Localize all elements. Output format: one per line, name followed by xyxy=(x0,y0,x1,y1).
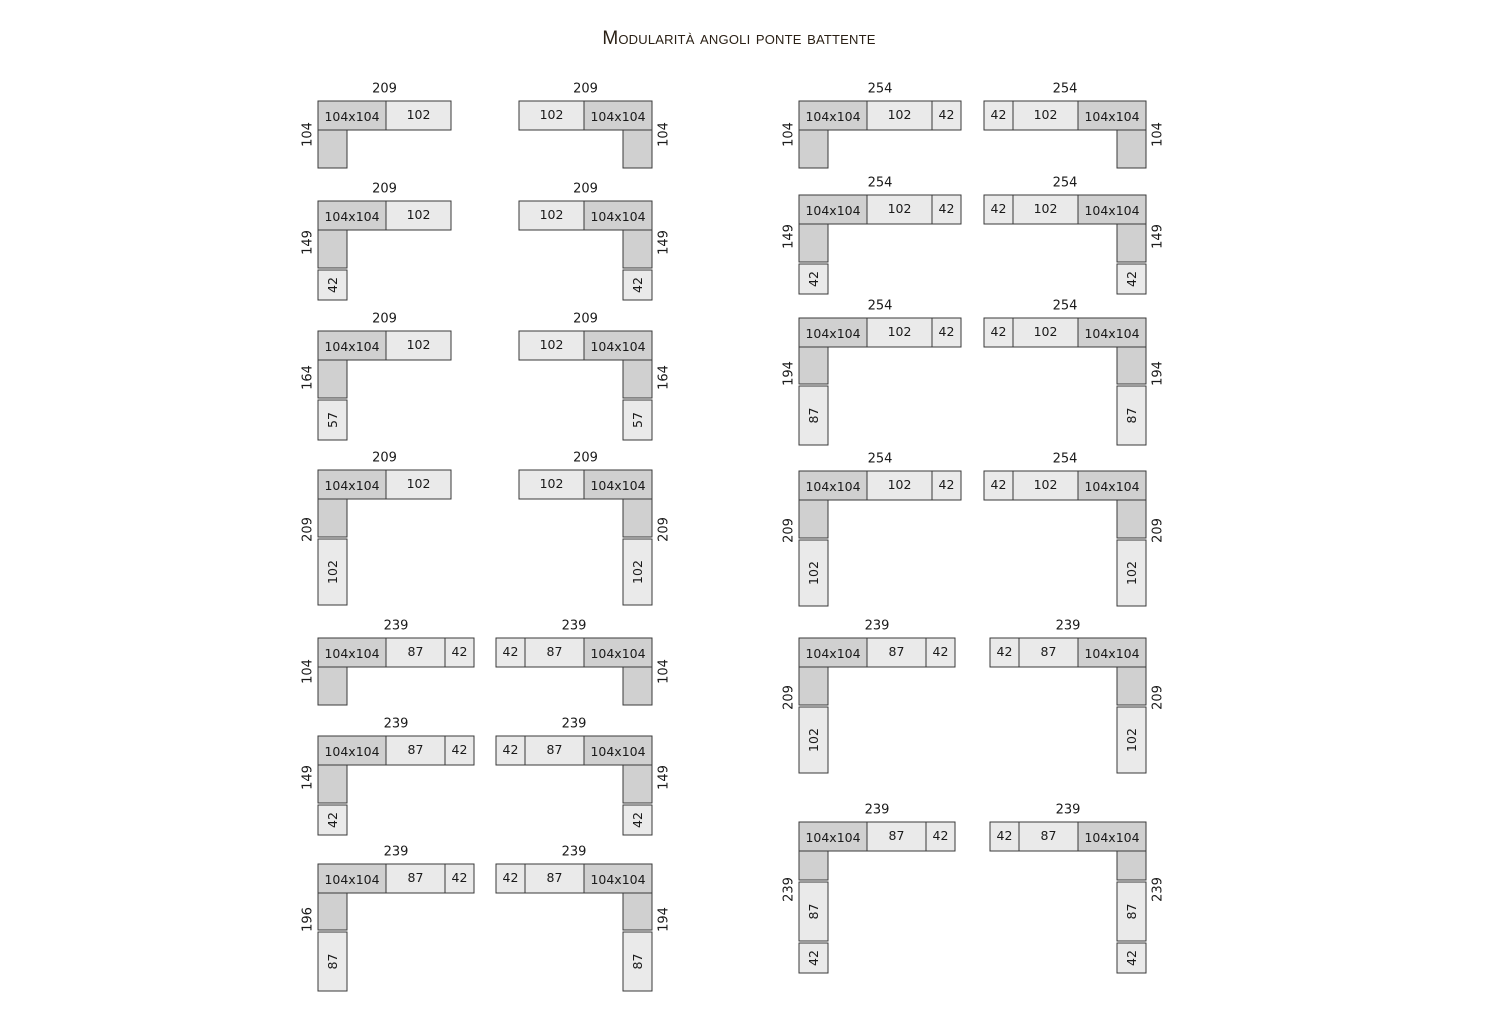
side-module-label: 87 xyxy=(806,903,821,920)
corner-module-label: 104x104 xyxy=(1084,830,1140,845)
configuration-R6 xyxy=(984,299,1166,446)
top-module-label: 42 xyxy=(938,201,955,216)
depth-dimension-label: 149 xyxy=(781,224,797,249)
corner-extension xyxy=(318,360,347,398)
corner-module-label: 104x104 xyxy=(324,339,380,354)
top-module-label: 102 xyxy=(406,207,431,222)
depth-dimension-label: 149 xyxy=(300,230,316,255)
depth-dimension-label: 209 xyxy=(781,518,797,543)
configuration-L3 xyxy=(301,182,452,301)
corner-extension xyxy=(1117,130,1146,168)
top-module-label: 102 xyxy=(539,476,564,491)
side-module-label: 42 xyxy=(630,812,645,828)
corner-module-label: 104x104 xyxy=(590,478,646,493)
top-module-label: 87 xyxy=(546,742,563,757)
width-dimension-label: 209 xyxy=(573,311,598,327)
depth-dimension-label: 149 xyxy=(656,765,672,790)
width-dimension-label: 254 xyxy=(1052,451,1078,467)
side-module-label: 42 xyxy=(325,812,340,828)
width-dimension-label: 209 xyxy=(372,81,397,97)
corner-extension xyxy=(1117,851,1146,880)
depth-dimension-label: 209 xyxy=(656,517,672,542)
side-module-label: 87 xyxy=(1124,903,1139,920)
top-module-label: 87 xyxy=(1040,644,1057,659)
configuration-L11 xyxy=(301,717,475,836)
width-dimension-label: 239 xyxy=(1055,618,1081,634)
top-module-label: 102 xyxy=(406,107,431,122)
width-dimension-label: 209 xyxy=(573,181,598,197)
depth-dimension-label: 149 xyxy=(300,765,316,790)
top-module-label: 87 xyxy=(888,828,905,843)
width-dimension-label: 209 xyxy=(573,81,598,97)
top-module-label: 42 xyxy=(932,644,949,659)
corner-extension xyxy=(318,499,347,537)
corner-extension xyxy=(1117,500,1146,538)
corner-module-label: 104x104 xyxy=(590,209,646,224)
width-dimension-label: 239 xyxy=(383,844,409,860)
configuration-L2 xyxy=(519,82,672,169)
top-module-label: 87 xyxy=(1040,828,1057,843)
top-module-label: 102 xyxy=(887,324,912,339)
configuration-L4 xyxy=(519,182,672,301)
depth-dimension-label: 209 xyxy=(781,685,797,710)
corner-module-label: 104x104 xyxy=(590,744,646,759)
configuration-R1 xyxy=(782,82,962,169)
corner-module-label: 104x104 xyxy=(324,646,380,661)
side-module-label: 57 xyxy=(325,412,340,428)
corner-extension xyxy=(623,499,652,537)
page-title: Modularità angoli ponte battente xyxy=(602,28,876,49)
depth-dimension-label: 194 xyxy=(1150,361,1166,386)
width-dimension-label: 239 xyxy=(1055,802,1081,818)
configuration-R8 xyxy=(984,452,1166,607)
side-module-label: 87 xyxy=(1124,407,1139,424)
depth-dimension-label: 209 xyxy=(1150,685,1166,710)
depth-dimension-label: 104 xyxy=(656,122,672,147)
corner-extension xyxy=(318,893,347,930)
corner-extension xyxy=(799,347,828,384)
corner-module-label: 104x104 xyxy=(805,646,861,661)
configuration-L8 xyxy=(519,451,672,606)
side-module-label: 87 xyxy=(630,953,645,970)
corner-module-label: 104x104 xyxy=(805,479,861,494)
depth-dimension-label: 104 xyxy=(656,659,672,684)
corner-module-label: 104x104 xyxy=(805,830,861,845)
corner-module-label: 104x104 xyxy=(805,203,861,218)
depth-dimension-label: 104 xyxy=(1150,122,1166,147)
top-module-label: 87 xyxy=(546,644,563,659)
corner-extension xyxy=(318,667,347,705)
top-module-label: 102 xyxy=(539,337,564,352)
width-dimension-label: 209 xyxy=(372,181,397,197)
configuration-L12 xyxy=(496,717,672,836)
depth-dimension-label: 194 xyxy=(781,361,797,386)
top-module-label: 102 xyxy=(539,207,564,222)
depth-dimension-label: 104 xyxy=(300,122,316,147)
corner-extension xyxy=(318,765,347,803)
corner-extension xyxy=(623,130,652,168)
top-module-label: 102 xyxy=(1033,107,1058,122)
corner-extension xyxy=(799,224,828,262)
configuration-R10 xyxy=(990,619,1166,774)
top-module-label: 102 xyxy=(1033,324,1058,339)
corner-module-label: 104x104 xyxy=(324,744,380,759)
width-dimension-label: 239 xyxy=(864,802,890,818)
side-module-label: 57 xyxy=(630,412,645,428)
corner-module-label: 104x104 xyxy=(805,326,861,341)
corner-extension xyxy=(799,500,828,538)
side-module-label: 87 xyxy=(806,407,821,424)
depth-dimension-label: 209 xyxy=(1150,518,1166,543)
top-module-label: 42 xyxy=(996,644,1013,659)
corner-module-label: 104x104 xyxy=(324,872,380,887)
top-module-label: 102 xyxy=(1033,201,1058,216)
top-module-label: 42 xyxy=(990,324,1007,339)
top-module-label: 87 xyxy=(407,742,424,757)
depth-dimension-label: 149 xyxy=(1150,224,1166,249)
corner-extension xyxy=(623,360,652,398)
corner-module-label: 104x104 xyxy=(1084,326,1140,341)
top-module-label: 42 xyxy=(990,107,1007,122)
corner-extension xyxy=(623,230,652,268)
corner-extension xyxy=(318,230,347,268)
top-module-label: 42 xyxy=(938,477,955,492)
top-module-label: 42 xyxy=(451,870,468,885)
depth-dimension-label: 164 xyxy=(656,365,672,390)
corner-module-label: 104x104 xyxy=(1084,479,1140,494)
top-module-label: 42 xyxy=(502,742,519,757)
top-module-label: 42 xyxy=(990,201,1007,216)
top-module-label: 102 xyxy=(406,476,431,491)
depth-dimension-label: 104 xyxy=(300,659,316,684)
configuration-L13 xyxy=(301,845,475,992)
corner-extension xyxy=(799,851,828,880)
side-module-label: 102 xyxy=(1124,728,1139,752)
width-dimension-label: 239 xyxy=(383,716,409,732)
depth-dimension-label: 239 xyxy=(781,877,797,902)
depth-dimension-label: 209 xyxy=(300,517,316,542)
corner-module-label: 104x104 xyxy=(590,109,646,124)
corner-extension xyxy=(623,765,652,803)
corner-extension xyxy=(799,130,828,168)
configuration-R2 xyxy=(984,82,1166,169)
depth-dimension-label: 149 xyxy=(656,230,672,255)
corner-extension xyxy=(318,130,347,168)
top-module-label: 102 xyxy=(1033,477,1058,492)
side-module-label: 87 xyxy=(325,953,340,970)
width-dimension-label: 209 xyxy=(372,450,397,466)
side-module-label: 42 xyxy=(630,277,645,293)
corner-module-label: 104x104 xyxy=(324,209,380,224)
width-dimension-label: 254 xyxy=(867,81,893,97)
top-module-label: 42 xyxy=(451,644,468,659)
configuration-R9 xyxy=(782,619,956,774)
width-dimension-label: 254 xyxy=(867,451,893,467)
configuration-R7 xyxy=(782,452,962,607)
corner-extension xyxy=(623,893,652,930)
width-dimension-label: 254 xyxy=(867,175,893,191)
configuration-L14 xyxy=(496,845,672,992)
side-module-label: 102 xyxy=(806,561,821,585)
side-module-label: 102 xyxy=(1124,561,1139,585)
top-module-label: 87 xyxy=(888,644,905,659)
width-dimension-label: 209 xyxy=(372,311,397,327)
corner-module-label: 104x104 xyxy=(324,109,380,124)
configuration-L7 xyxy=(301,451,452,606)
top-module-label: 87 xyxy=(407,870,424,885)
configuration-R11 xyxy=(782,803,956,974)
top-module-label: 102 xyxy=(887,201,912,216)
side-module-label: 102 xyxy=(325,560,340,584)
side-module-label: 102 xyxy=(630,560,645,584)
corner-module-label: 104x104 xyxy=(805,109,861,124)
top-module-label: 42 xyxy=(451,742,468,757)
configuration-L9 xyxy=(301,619,475,706)
side-module-label: 42 xyxy=(806,950,821,966)
top-module-label: 102 xyxy=(406,337,431,352)
corner-module-label: 104x104 xyxy=(590,339,646,354)
top-module-label: 42 xyxy=(502,644,519,659)
corner-extension xyxy=(623,667,652,705)
width-dimension-label: 239 xyxy=(864,618,890,634)
configuration-R5 xyxy=(782,299,962,446)
width-dimension-label: 239 xyxy=(561,844,587,860)
depth-dimension-label: 239 xyxy=(1150,877,1166,902)
configuration-L6 xyxy=(519,312,672,441)
side-module-label: 42 xyxy=(806,271,821,287)
depth-dimension-label: 196 xyxy=(300,907,316,932)
corner-module-label: 104x104 xyxy=(590,872,646,887)
width-dimension-label: 254 xyxy=(1052,298,1078,314)
top-module-label: 42 xyxy=(938,324,955,339)
side-module-label: 42 xyxy=(325,277,340,293)
corner-extension xyxy=(1117,667,1146,705)
configuration-L1 xyxy=(301,82,452,169)
width-dimension-label: 239 xyxy=(561,716,587,732)
corner-module-label: 104x104 xyxy=(324,478,380,493)
corner-extension xyxy=(1117,347,1146,384)
top-module-label: 87 xyxy=(546,870,563,885)
depth-dimension-label: 164 xyxy=(300,365,316,390)
top-module-label: 42 xyxy=(932,828,949,843)
configuration-L10 xyxy=(496,619,672,706)
side-module-label: 42 xyxy=(1124,950,1139,966)
configuration-L5 xyxy=(301,312,452,441)
corner-module-label: 104x104 xyxy=(1084,203,1140,218)
top-module-label: 102 xyxy=(539,107,564,122)
corner-module-label: 104x104 xyxy=(590,646,646,661)
top-module-label: 42 xyxy=(990,477,1007,492)
top-module-label: 87 xyxy=(407,644,424,659)
depth-dimension-label: 104 xyxy=(781,122,797,147)
width-dimension-label: 209 xyxy=(573,450,598,466)
configuration-R3 xyxy=(782,176,962,295)
configuration-R4 xyxy=(984,176,1166,295)
width-dimension-label: 254 xyxy=(867,298,893,314)
width-dimension-label: 239 xyxy=(383,618,409,634)
width-dimension-label: 254 xyxy=(1052,81,1078,97)
width-dimension-label: 254 xyxy=(1052,175,1078,191)
corner-extension xyxy=(1117,224,1146,262)
corner-extension xyxy=(799,667,828,705)
corner-module-label: 104x104 xyxy=(1084,646,1140,661)
top-module-label: 42 xyxy=(502,870,519,885)
top-module-label: 42 xyxy=(938,107,955,122)
width-dimension-label: 239 xyxy=(561,618,587,634)
side-module-label: 102 xyxy=(806,728,821,752)
top-module-label: 102 xyxy=(887,107,912,122)
corner-module-label: 104x104 xyxy=(1084,109,1140,124)
configuration-R12 xyxy=(990,803,1166,974)
side-module-label: 42 xyxy=(1124,271,1139,287)
depth-dimension-label: 194 xyxy=(656,907,672,932)
top-module-label: 42 xyxy=(996,828,1013,843)
top-module-label: 102 xyxy=(887,477,912,492)
